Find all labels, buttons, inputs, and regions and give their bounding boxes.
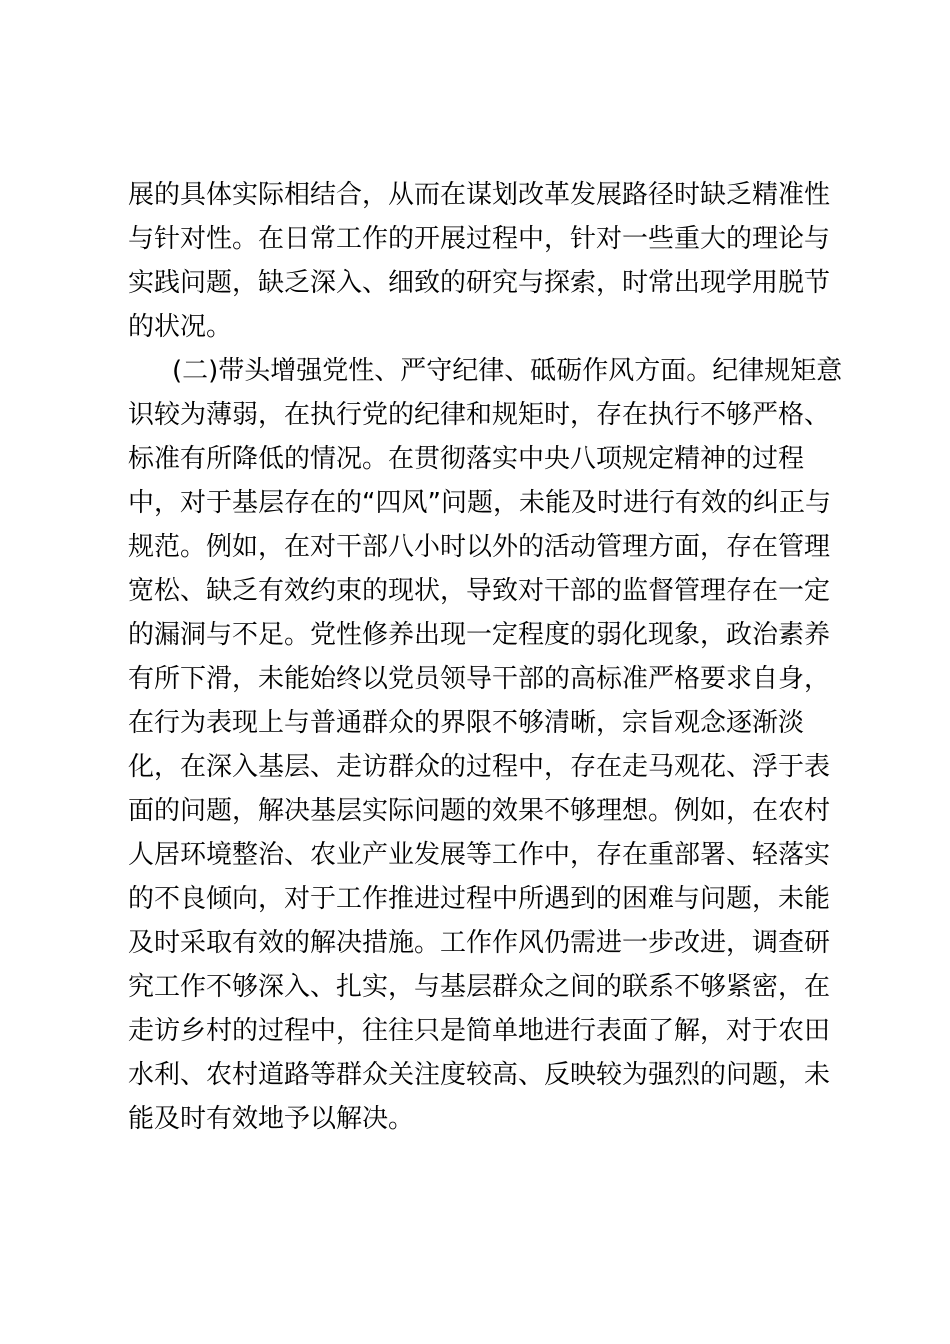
text-line: 在行为表现上与普通群众的界限不够清晰，宗旨观念逐渐淡 bbox=[128, 708, 805, 738]
text-line: 中，对于基层存在的“四风”问题，未能及时进行有效的纠正与 bbox=[128, 488, 831, 518]
text-line: 标准有所降低的情况。在贯彻落实中央八项规定精神的过程 bbox=[128, 444, 805, 474]
text-line: 实践问题，缺乏深入、细致的研究与探索，时常出现学用脱节 bbox=[128, 268, 831, 298]
text-line: 能及时有效地予以解决。 bbox=[128, 1104, 415, 1134]
text-line: 识较为薄弱，在执行党的纪律和规矩时，存在执行不够严格、 bbox=[128, 400, 831, 430]
text-line: 展的具体实际相结合，从而在谋划改革发展路径时缺乏精准性 bbox=[128, 180, 831, 210]
section-heading-line: (二)带头增强党性、严守纪律、砥砺作风方面。纪律规矩意 bbox=[172, 356, 843, 386]
text-line: 宽松、缺乏有效约束的现状，导致对干部的监督管理存在一定 bbox=[128, 576, 831, 606]
text-line: 的不良倾向，对于工作推进过程中所遇到的困难与问题，未能 bbox=[128, 884, 831, 914]
text-line: 化，在深入基层、走访群众的过程中，存在走马观花、浮于表 bbox=[128, 752, 831, 782]
text-line: 规范。例如，在对干部八小时以外的活动管理方面，存在管理 bbox=[128, 532, 831, 562]
text-line: 走访乡村的过程中，往往只是简单地进行表面了解，对于农田 bbox=[128, 1016, 831, 1046]
text-line: 水利、农村道路等群众关注度较高、反映较为强烈的问题，未 bbox=[128, 1060, 831, 1090]
text-line: 人居环境整治、农业产业发展等工作中，存在重部署、轻落实 bbox=[128, 840, 831, 870]
text-line: 究工作不够深入、扎实，与基层群众之间的联系不够紧密，在 bbox=[128, 972, 831, 1002]
text-line: 面的问题，解决基层实际问题的效果不够理想。例如，在农村 bbox=[128, 796, 831, 826]
text-line: 与针对性。在日常工作的开展过程中，针对一些重大的理论与 bbox=[128, 224, 831, 254]
text-line: 的漏洞与不足。党性修养出现一定程度的弱化现象，政治素养 bbox=[128, 620, 831, 650]
text-line: 的状况。 bbox=[128, 312, 233, 342]
text-line: 及时采取有效的解决措施。工作作风仍需进一步改进，调查研 bbox=[128, 928, 831, 958]
text-line: 有所下滑，未能始终以党员领导干部的高标准严格要求自身， bbox=[128, 664, 831, 694]
body-text bbox=[128, 173, 843, 1141]
